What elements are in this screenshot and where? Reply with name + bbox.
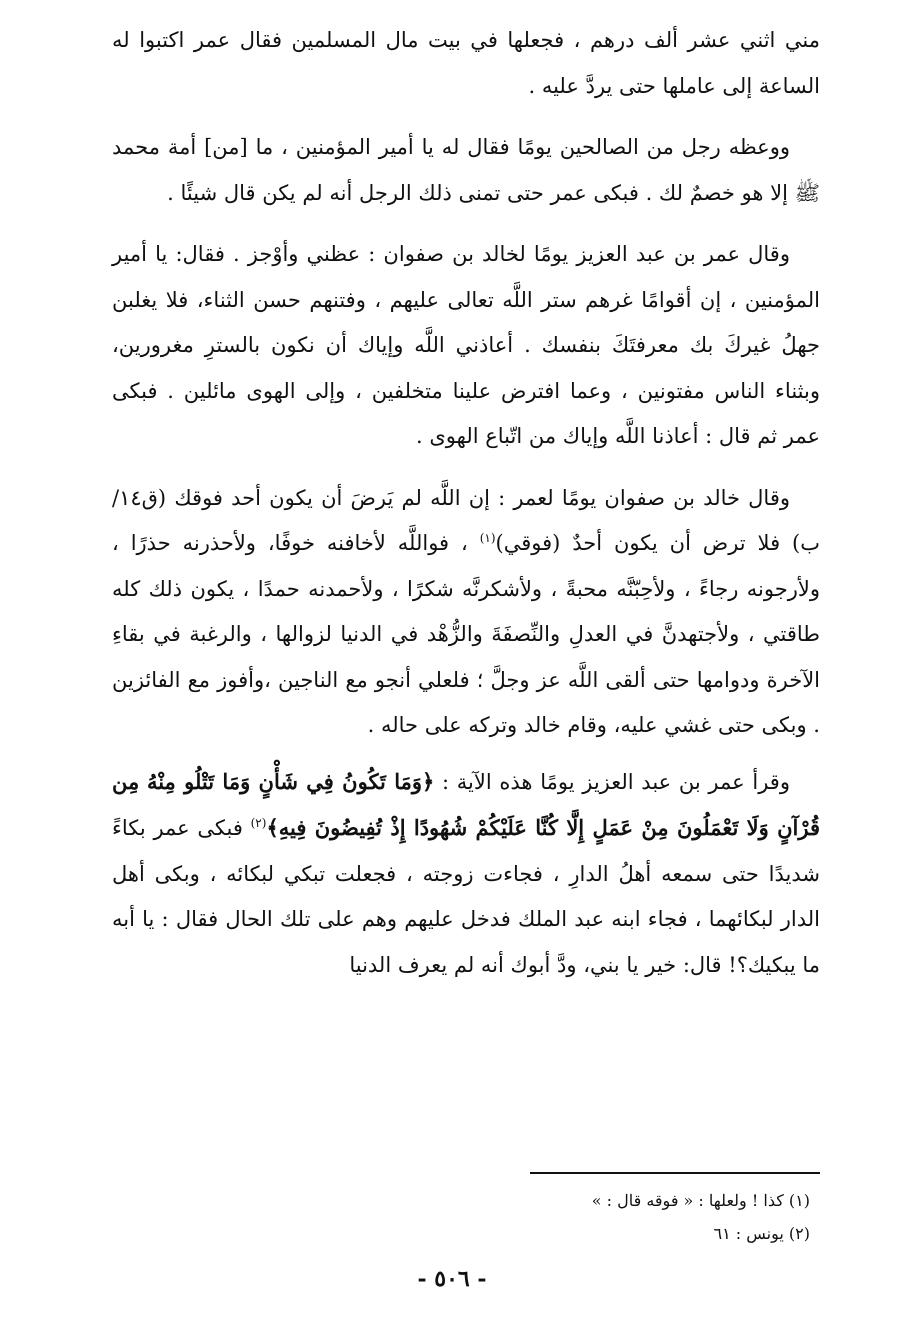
- paragraph: [112, 759, 820, 989]
- text-line: وقال عمر بن عبد العزيز يومًا لخالد بن صفوان : عظني وأوْجز . فقال: يا: [155, 242, 790, 266]
- text-line: والزُّهْد في الدنيا لزوالها ، والرغبة في بقاءِ الآخرة ودوامها حتى ألقى اللَّه عز: [112, 622, 821, 692]
- text-line: ووعظه رجل من الصالحين يومًا فقال له يا أمير المؤمنين ، ما [من] أمة: [167, 135, 790, 159]
- footnote-ref[interactable]: (١): [479, 531, 496, 545]
- text-line: ولأحمدنه حمدًا ، يكون ذلك كله طاقتي ، ولأجتهدنَّ في العدلِ والنِّصفَةَ: [112, 576, 820, 646]
- quran-verse: مِن قُرْآنٍ وَلَا تَعْمَلُونَ مِنْ عَمَلٍ إِلَّا كُنَّا عَلَيْكُمْ شُهُودًا إِذْ تُفِيضُونَ فِيهِ﴾: [112, 768, 820, 840]
- text-line: وقال خالد بن صفوان يومًا لعمر : إن اللَّه لم يَرضَ أن يكون أحد فوقك: [174, 485, 790, 510]
- text-line: وقام خالد وتركه على حاله .: [367, 713, 607, 737]
- text-line: بكاءً شديدًا حتى سمعه أهلُ الدارِ ، فجاءت زوجته ، فجعلت تبكي لبكائه ،: [112, 816, 820, 886]
- footnote: (٢) يونس : ٦١: [713, 1224, 810, 1243]
- text-line: الحال فقال : يا أبه ما يبكيك؟! قال: خير يا بني، ودَّ أبوك أنه لم يعرف الدنيا: [112, 907, 820, 977]
- text-line: له الساعة إلى عاملها حتى يردَّ عليه .: [112, 28, 820, 98]
- text-line: وقرأ عمر بن عبد العزيز يومًا هذه الآية :: [442, 769, 790, 794]
- text-line: مني اثني عشر ألف درهم ، فجعلها في بيت مال المسلمين فقال عمر اكتبوا: [139, 28, 820, 52]
- text-line: وجلَّ ؛ فلعلي أنجو مع الناجين ،وأفوز مع الفائزين . وبكى حتى غشي عليه،: [112, 667, 820, 737]
- paragraph: [112, 476, 820, 749]
- text-line: ولأحذرنه حذرًا ، ولأرجونه رجاءً ، ولأحِبّنَّه محبةً ، ولأشكرنَّه شكرًا ،: [112, 531, 820, 601]
- paragraph: [112, 232, 820, 460]
- footnote-divider: [530, 1172, 820, 1174]
- paragraph: [112, 125, 820, 216]
- text-line: فلا يغلبن جهلُ غيركَ بك معرفتَكَ بنفسك . أعاذني اللَّه وإياك أن نكون بالسترِ: [112, 287, 820, 357]
- page-body: [112, 18, 820, 988]
- text-line: (ق١٤/ب) فلا ترض أن يكون أحدٌ (فوقي): [112, 485, 820, 555]
- footnote-ref[interactable]: (٢): [250, 816, 267, 830]
- text-line: مائلين . فبكى عمر ثم قال : أعاذنا اللَّه وإياك من اتّباع الهوى .: [112, 378, 820, 448]
- text-line: فبكى عمر: [153, 816, 243, 840]
- footnote: (١) كذا ! ولعلها : « فوقه قال : »: [591, 1191, 810, 1210]
- text-line: وبكى أهل الدار لبكائهما ، فجاء ابنه عبد الملك فدخل عليهم وهم على تلك: [112, 861, 820, 931]
- footnotes: [310, 1184, 810, 1250]
- text-line: يكن قال شيئًا .: [167, 180, 296, 205]
- quran-verse: ﴿وَمَا تَكُونُ فِي شَأْنٍ وَمَا تَتْلُو مِنْهُ: [146, 768, 435, 794]
- text-line: أمير المؤمنين ، إن أقوامًا غرهم ستر اللَّه تعالى عليهم ، وفتنهم حسن الثناء،: [112, 242, 820, 312]
- text-line: محمد ﷺ إلا هو خصمٌ لك . فبكى عمر حتى تمنى ذلك الرجل أنه لم: [112, 135, 820, 205]
- page-number: - ٥٠٦ -: [417, 1266, 487, 1292]
- text-line: ، فواللَّه لأخافنه خوفًا،: [267, 531, 480, 555]
- text-line: مغرورين، وبثناء الناس مفتونين ، وعما افترض علينا متخلفين ، وإلى الهوى: [112, 333, 820, 403]
- paragraph: [112, 18, 820, 109]
